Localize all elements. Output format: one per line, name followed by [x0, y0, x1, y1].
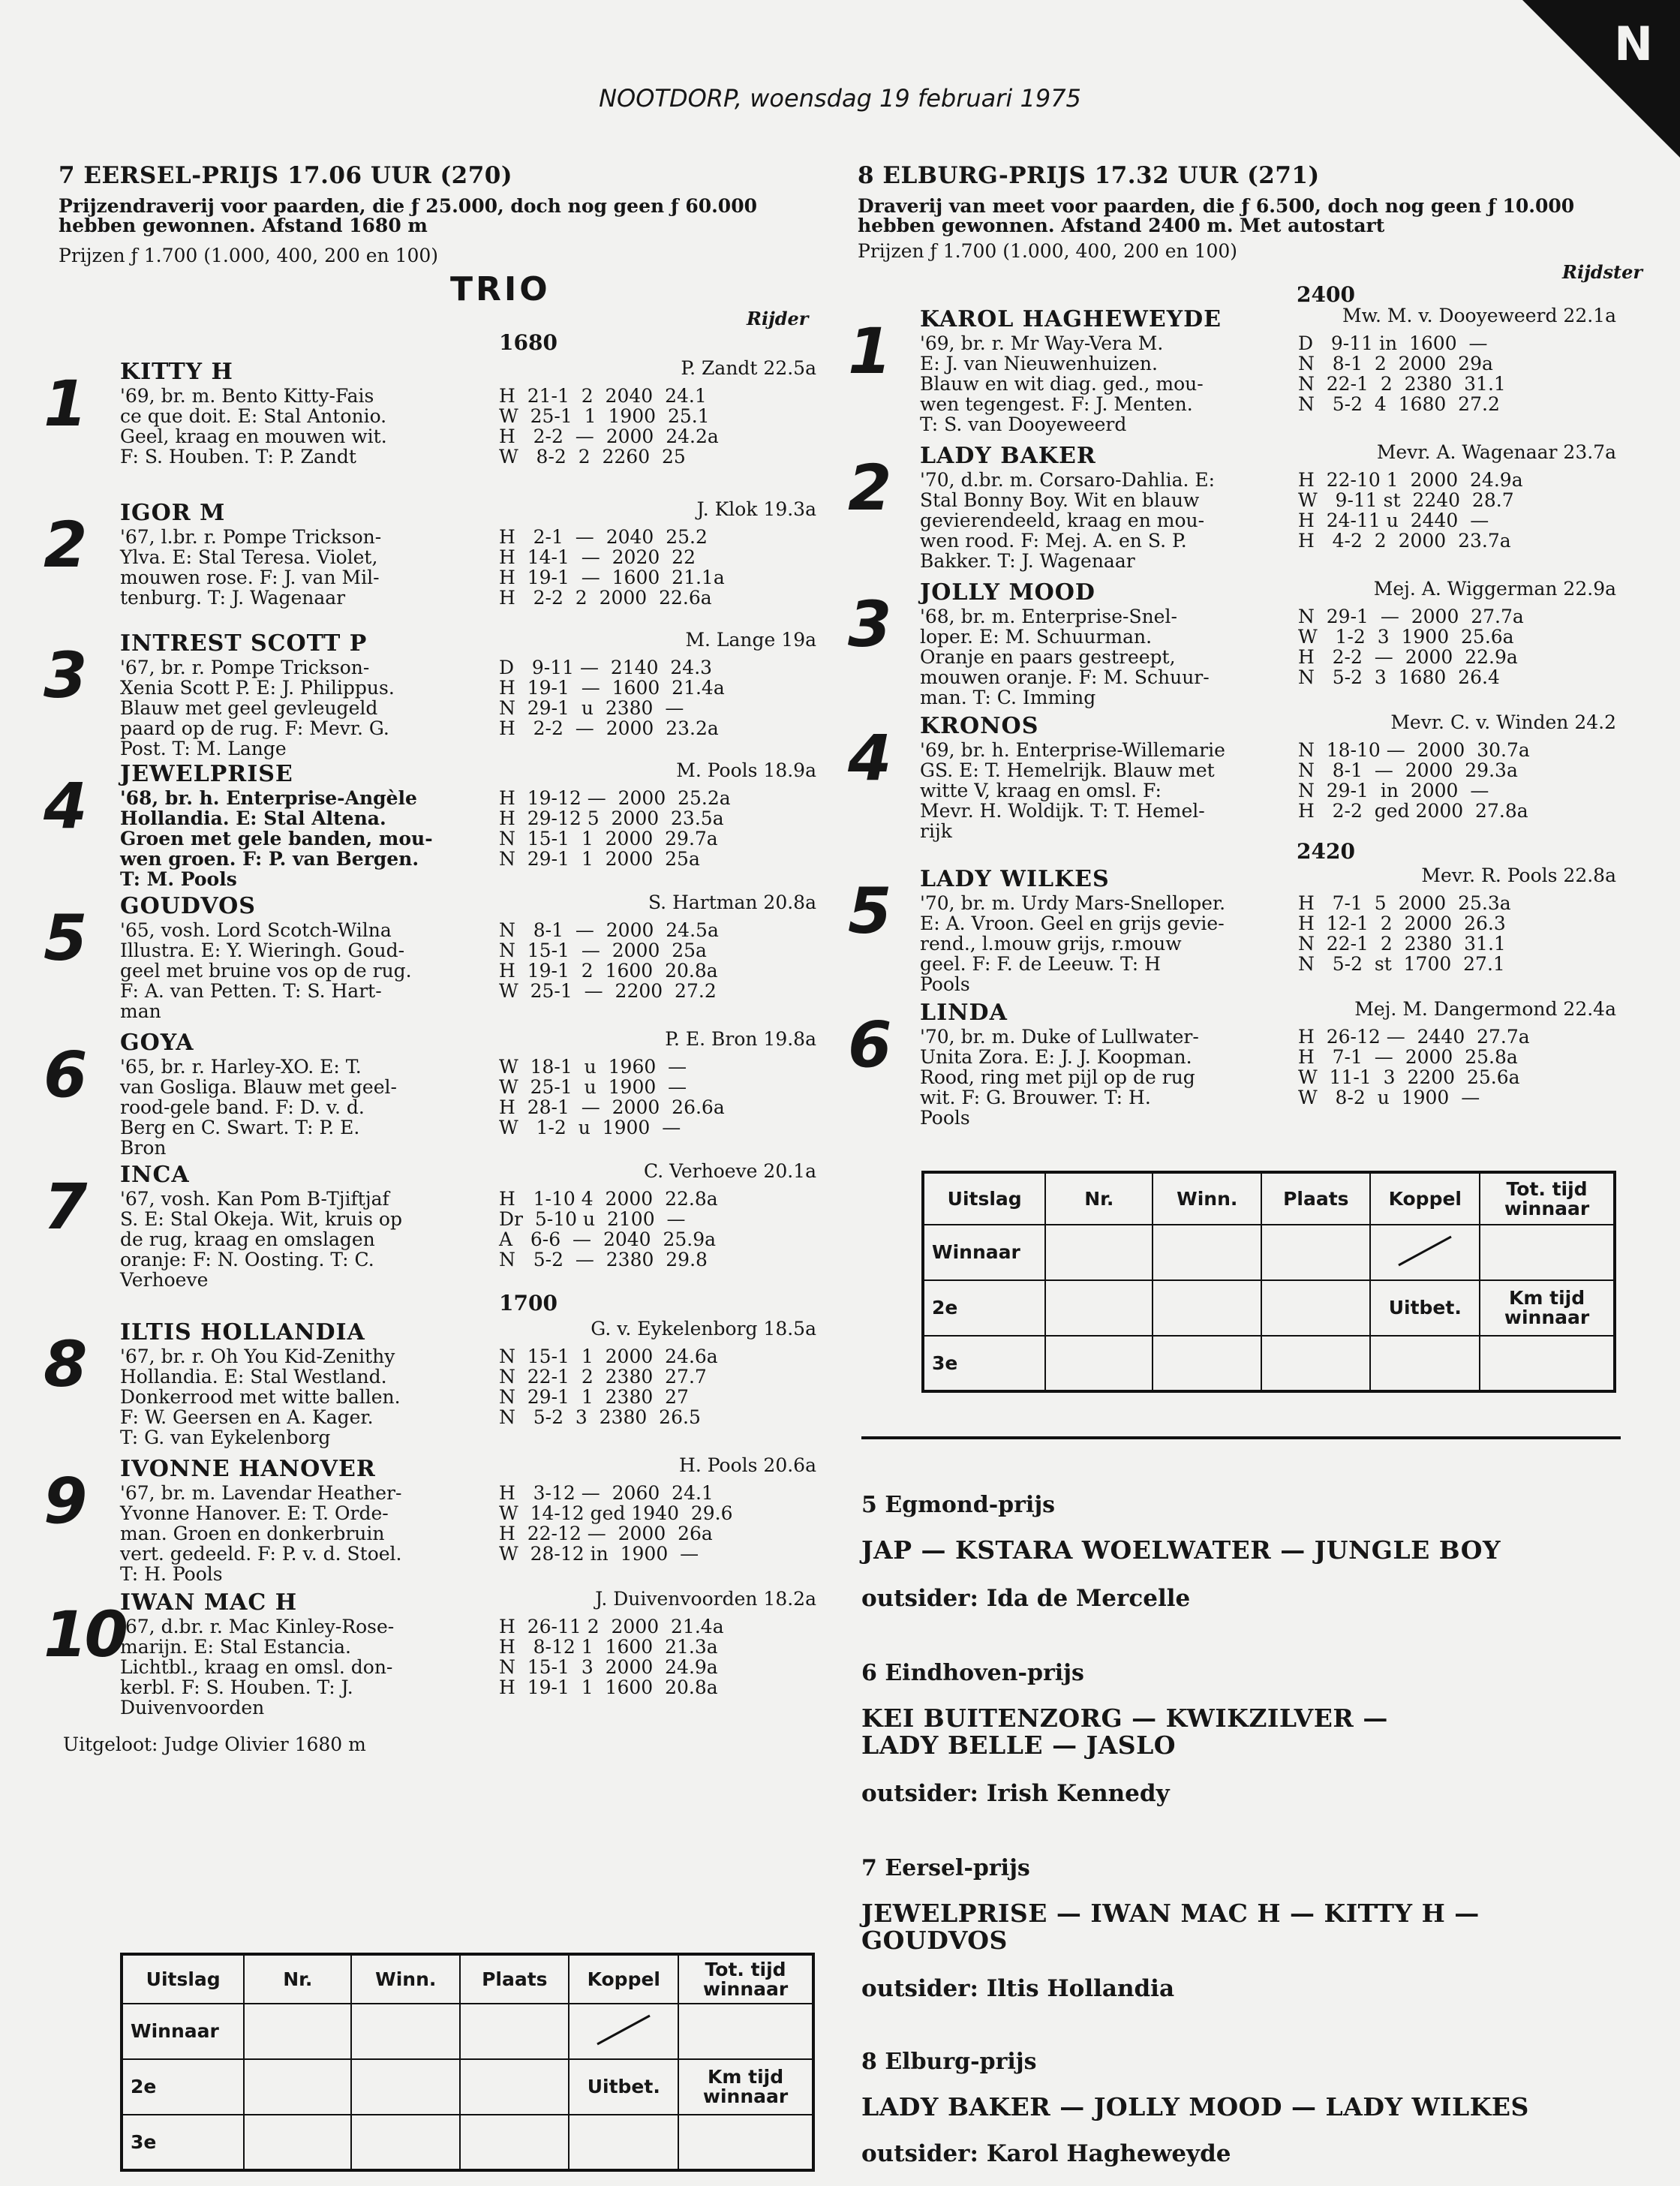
horse-name: IGOR M: [120, 500, 226, 526]
header-plaats: Plaats: [1261, 1172, 1370, 1225]
cell: [1261, 1336, 1370, 1391]
horse-number: 1: [848, 314, 889, 388]
prediction-6-horses-1: KEI BUITENZORG — KWIKZILVER —: [861, 1703, 1388, 1733]
cell: [460, 2059, 569, 2115]
cell: [460, 2004, 569, 2059]
horse-number: 3: [848, 588, 889, 661]
horse-description: '68, br. m. Enterprise-Snel- loper. E: M. Schuurman. Oranje en paars gestreept, mouwen oranje. F: M. Schuur- man. T: C. Imming: [920, 606, 1210, 708]
prediction-8-title: 8 Elburg-prijs: [861, 2049, 1037, 2075]
horse-number: 8: [44, 1328, 85, 1401]
horse-description: '65, br. r. Harley-XO. E: T. van Gosliga. Blauw met geel- rood-gele band. F: D. v. d. Berg en C. Swart. T: P. E. Bron: [120, 1056, 397, 1159]
cell: [1045, 1280, 1153, 1336]
horse-name: ILTIS HOLLANDIA: [120, 1319, 365, 1346]
header-tot-tijd: Tot. tijd winnaar: [1480, 1172, 1615, 1225]
horse-form: N 18-10 — 2000 30.7a N 8-1 — 2000 29.3a N 29-1 in 2000 — H 2-2 ged 2000 27.8a: [1298, 739, 1530, 822]
header-nr: Nr.: [1045, 1172, 1153, 1225]
row-2e: 2e: [122, 2059, 244, 2115]
cell: [1045, 1225, 1153, 1280]
horse-number: 9: [44, 1464, 85, 1538]
horse-number: 2: [44, 508, 85, 582]
horse-name: JOLLY MOOD: [920, 579, 1095, 606]
result-table-race-7: [120, 1953, 815, 2172]
prediction-7-horses-1: JEWELPRISE — IWAN MAC H — KITTY H —: [861, 1899, 1480, 1928]
rider-label-2: Rijdster: [1562, 261, 1643, 283]
horse-form: H 3-12 — 2060 24.1 W 14-12 ged 1940 29.6 H 22-12 — 2000 26a W 28-12 in 1900 —: [499, 1482, 733, 1565]
horse-number: 2: [848, 451, 889, 525]
horse-description: '68, br. h. Enterprise-Angèle Hollandia. E: Stal Altena. Groen met gele banden, mou- wen groen. F: P. van Bergen. T: M. Pools: [120, 787, 433, 890]
cell: [678, 2115, 813, 2170]
row-winnaar: Winnaar: [122, 2004, 244, 2059]
horse-name: INCA: [120, 1162, 190, 1188]
horse-driver: Mevr. R. Pools 22.8a: [1421, 864, 1616, 886]
horse-description: '70, br. m. Urdy Mars-Snelloper. E: A. Vroon. Geel en grijs gevie- rend., l.mouw grijs, r.mouw geel. F: F. de Leeuw. T: H Pools: [920, 892, 1226, 995]
koppel-slash: [1370, 1225, 1480, 1280]
horse-description: '69, br. h. Enterprise-Willemarie GS. E: T. Hemelrijk. Blauw met witte V, kraag en omsl. F: Mevr. H. Woldijk. T: T. Hemel- rijk: [920, 739, 1225, 842]
prediction-6-outsider: outsider: Irish Kennedy: [861, 1780, 1170, 1807]
horse-name: JEWELPRISE: [120, 761, 293, 787]
horse-number: 4: [848, 721, 889, 795]
horse-form: H 21-1 2 2040 24.1 W 25-1 1 1900 25.1 H 2-2 — 2000 24.2a W 8-2 2 2260 25: [499, 385, 719, 468]
race-7-title: 7 EERSEL-PRIJS 17.06 UUR (270): [59, 162, 513, 189]
uitbet-label: Uitbet.: [569, 2059, 678, 2115]
horse-name: INTREST SCOTT P: [120, 630, 368, 657]
horse-form: H 2-1 — 2040 25.2 H 14-1 — 2020 22 H 19-1 — 1600 21.1a H 2-2 2 2000 22.6a: [499, 526, 725, 609]
horse-form: H 22-10 1 2000 24.9a W 9-11 st 2240 28.7 H 24-11 u 2440 — H 4-2 2 2000 23.7a: [1298, 469, 1523, 552]
horse-number: 1: [44, 367, 85, 441]
horse-form: H 19-12 — 2000 25.2a H 29-12 5 2000 23.5a N 15-1 1 2000 29.7a N 29-1 1 2000 25a: [499, 787, 731, 870]
horse-name: KITTY H: [120, 359, 233, 385]
km-tijd-label: Km tijd winnaar: [678, 2059, 813, 2115]
distance-2420: 2420: [1297, 839, 1355, 864]
prediction-8-horses: LADY BAKER — JOLLY MOOD — LADY WILKES: [861, 2092, 1529, 2121]
section-letter: N: [1614, 17, 1653, 71]
horse-driver: Mej. A. Wiggerman 22.9a: [1373, 578, 1616, 600]
header-winn: Winn.: [1153, 1172, 1261, 1225]
cell: [244, 2004, 351, 2059]
horse-description: '65, vosh. Lord Scotch-Wilna Illustra. E: Y. Wieringh. Goud- geel met bruine vos op de rug. F: A. van Petten. T: S. Hart- man: [120, 919, 412, 1022]
horse-driver: C. Verhoeve 20.1a: [643, 1160, 816, 1182]
row-3e: 3e: [923, 1336, 1045, 1391]
cell: [1480, 1225, 1615, 1280]
row-3e: 3e: [122, 2115, 244, 2170]
horse-form: N 29-1 — 2000 27.7a W 1-2 3 1900 25.6a H 2-2 — 2000 22.9a N 5-2 3 1680 26.4: [1298, 606, 1524, 688]
prediction-5-outsider: outsider: Ida de Mercelle: [861, 1585, 1191, 1612]
header-winn: Winn.: [351, 1954, 460, 2004]
horse-form: N 15-1 1 2000 24.6a N 22-1 2 2380 27.7 N 29-1 1 2380 27 N 5-2 3 2380 26.5: [499, 1346, 718, 1428]
horse-driver: G. v. Eykelenborg 18.5a: [591, 1318, 816, 1340]
cell: [1045, 1336, 1153, 1391]
row-2e: 2e: [923, 1280, 1045, 1336]
cell: [244, 2115, 351, 2170]
cell: [1261, 1225, 1370, 1280]
cell: [569, 2115, 678, 2170]
prediction-7-outsider: outsider: Iltis Hollandia: [861, 1975, 1175, 2002]
race-7-prize: Prijzen ƒ 1.700 (1.000, 400, 200 en 100): [59, 245, 439, 266]
cell: [351, 2004, 460, 2059]
trio-label: TRIO: [450, 270, 551, 308]
horse-driver: Mevr. A. Wagenaar 23.7a: [1376, 441, 1616, 463]
horse-name: GOYA: [120, 1030, 194, 1056]
horse-driver: P. Zandt 22.5a: [681, 357, 816, 379]
result-table-race-8: [921, 1171, 1616, 1393]
horse-form: H 7-1 5 2000 25.3a H 12-1 2 2000 26.3 N 22-1 2 2380 31.1 N 5-2 st 1700 27.1: [1298, 892, 1511, 975]
horse-number: 7: [44, 1170, 85, 1243]
prediction-6-title: 6 Eindhoven-prijs: [861, 1660, 1084, 1686]
rider-label: Rijder: [747, 308, 809, 329]
header-koppel: Koppel: [569, 1954, 678, 2004]
race-7-description: Prijzendraverij voor paarden, die ƒ 25.000, doch nog geen ƒ 60.000 hebben gewonnen. Afstand 1680 m: [59, 195, 757, 236]
horse-driver: P. E. Bron 19.8a: [665, 1028, 816, 1050]
prediction-6-horses-2: LADY BELLE — JASLO: [861, 1730, 1177, 1760]
page-header: NOOTDORP, woensdag 19 februari 1975: [599, 84, 1081, 113]
header-uitslag: Uitslag: [923, 1172, 1045, 1225]
race-8-title: 8 ELBURG-PRIJS 17.32 UUR (271): [858, 162, 1320, 189]
horse-description: '67, vosh. Kan Pom B-Tjiftjaf S. E: Stal Okeja. Wit, kruis op de rug, kraag en omslagen oranje: F: N. Oosting. T: C. Verhoeve: [120, 1188, 402, 1291]
horse-description: '69, br. m. Bento Kitty-Fais ce que doit. E: Stal Antonio. Geel, kraag en mouwen wit. F: S. Houben. T: P. Zandt: [120, 385, 387, 468]
prediction-7-title: 7 Eersel-prijs: [861, 1855, 1030, 1881]
horse-form: H 1-10 4 2000 22.8a Dr 5-10 u 2100 — A 6-6 — 2040 25.9a N 5-2 — 2380 29.8: [499, 1188, 718, 1270]
header-nr: Nr.: [244, 1954, 351, 2004]
horse-number: 3: [44, 639, 85, 712]
horse-form: N 8-1 — 2000 24.5a N 15-1 — 2000 25a H 19-1 2 1600 20.8a W 25-1 — 2200 27.2: [499, 919, 719, 1002]
horse-number: 6: [44, 1038, 85, 1111]
horse-driver: Mevr. C. v. Winden 24.2: [1390, 711, 1616, 733]
horse-name: LADY WILKES: [920, 866, 1110, 892]
slash-mark: [1391, 1232, 1459, 1270]
header-uitslag: Uitslag: [122, 1954, 244, 2004]
horse-name: KAROL HAGHEWEYDE: [920, 306, 1222, 332]
header-plaats: Plaats: [460, 1954, 569, 2004]
slash-mark: [590, 2011, 657, 2049]
corner-tab: [1522, 0, 1680, 158]
cell: [351, 2059, 460, 2115]
horse-description: '67, br. m. Lavendar Heather- Yvonne Hanover. E: T. Orde- man. Groen en donkerbruin vert. gedeeld. F: P. v. d. Stoel. T: H. Pools: [120, 1482, 402, 1585]
cell: [678, 2004, 813, 2059]
horse-name: GOUDVOS: [120, 893, 256, 919]
horse-description: '69, br. r. Mr Way-Vera M. E: J. van Nieuwenhuizen. Blauw en wit diag. ged., mou- wen tegengest. F: J. Menten. T: S. van Dooyeweerd: [920, 332, 1204, 435]
header-tot-tijd: Tot. tijd winnaar: [678, 1954, 813, 2004]
distance-2400: 2400: [1297, 282, 1355, 307]
distance-1700: 1700: [499, 1291, 557, 1316]
cell: [1261, 1280, 1370, 1336]
horse-driver: Mw. M. v. Dooyeweerd 22.1a: [1342, 305, 1616, 326]
horse-description: '67, br. r. Pompe Trickson- Xenia Scott P. E: J. Philippus. Blauw met geel gevleugeld paard op de rug. F: Mevr. G. Post. T: M. Lange: [120, 657, 395, 759]
prediction-5-title: 5 Egmond-prijs: [861, 1492, 1056, 1518]
horse-name: LINDA: [920, 1000, 1008, 1026]
horse-description: '67, br. r. Oh You Kid-Zenithy Hollandia. E: Stal Westland. Donkerrood met witte ballen. F: W. Geersen en A. Kager. T: G. van Eykelenborg: [120, 1346, 401, 1448]
header-koppel: Koppel: [1370, 1172, 1480, 1225]
horse-driver: M. Pools 18.9a: [676, 759, 816, 781]
horse-description: '67, l.br. r. Pompe Trickson- Ylva. E: Stal Teresa. Violet, mouwen rose. F: J. van Mil- tenburg. T: J. Wagenaar: [120, 526, 382, 609]
horse-form: H 26-12 — 2440 27.7a H 7-1 — 2000 25.8a W 11-1 3 2200 25.6a W 8-2 u 1900 —: [1298, 1026, 1530, 1108]
cell: [1153, 1280, 1261, 1336]
horse-form: W 18-1 u 1960 — W 25-1 u 1900 — H 28-1 — 2000 26.6a W 1-2 u 1900 —: [499, 1056, 725, 1138]
horse-driver: J. Duivenvoorden 18.2a: [595, 1588, 816, 1610]
horse-driver: M. Lange 19a: [685, 629, 816, 651]
cell: [1153, 1225, 1261, 1280]
horse-driver: Mej. M. Dangermond 22.4a: [1354, 998, 1616, 1020]
horse-description: '70, br. m. Duke of Lullwater- Unita Zora. E: J. J. Koopman. Rood, ring met pijl op de rug wit. F: G. Brouwer. T: H. Pools: [920, 1026, 1199, 1129]
horse-name: LADY BAKER: [920, 443, 1096, 469]
horse-number: 10: [44, 1598, 125, 1671]
koppel-slash: [569, 2004, 678, 2059]
horse-form: D 9-11 in 1600 — N 8-1 2 2000 29a N 22-1 2 2380 31.1 N 5-2 4 1680 27.2: [1298, 332, 1506, 415]
cell: [244, 2059, 351, 2115]
horse-driver: J. Klok 19.3a: [696, 498, 816, 520]
cell: [1153, 1336, 1261, 1391]
horse-driver: H. Pools 20.6a: [679, 1454, 816, 1476]
uitbet-label: Uitbet.: [1370, 1280, 1480, 1336]
cell: [1480, 1336, 1615, 1391]
km-tijd-label: Km tijd winnaar: [1480, 1280, 1615, 1336]
prediction-5-horses: JAP — KSTARA WOELWATER — JUNGLE BOY: [861, 1535, 1501, 1565]
horse-form: D 9-11 — 2140 24.3 H 19-1 — 1600 21.4a N 29-1 u 2380 — H 2-2 — 2000 23.2a: [499, 657, 725, 739]
distance-1680: 1680: [499, 330, 557, 355]
prediction-8-outsider: outsider: Karol Hagheweyde: [861, 2140, 1231, 2167]
cell: [351, 2115, 460, 2170]
race-8-prize: Prijzen ƒ 1.700 (1.000, 400, 200 en 100): [858, 240, 1238, 262]
race-8-description: Draverij van meet voor paarden, die ƒ 6.500, doch nog geen ƒ 10.000 hebben gewonnen. Afstand 2400 m. Met autostart: [858, 195, 1575, 236]
horse-name: IWAN MAC H: [120, 1589, 298, 1616]
horse-number: 5: [44, 901, 85, 975]
footnote: Uitgeloot: Judge Olivier 1680 m: [63, 1733, 366, 1755]
horse-driver: S. Hartman 20.8a: [648, 892, 816, 913]
cell: [1370, 1336, 1480, 1391]
horse-number: 4: [44, 769, 85, 843]
horse-description: '67, d.br. r. Mac Kinley-Rose- marijn. E: Stal Estancia. Lichtbl., kraag en omsl. don- kerbl. F: S. Houben. T: J. Duivenvoorden: [120, 1616, 395, 1718]
horse-number: 6: [848, 1008, 889, 1081]
horse-form: H 26-11 2 2000 21.4a H 8-12 1 1600 21.3a N 15-1 3 2000 24.9a H 19-1 1 1600 20.8a: [499, 1616, 724, 1698]
horse-number: 5: [848, 874, 889, 948]
horse-name: IVONNE HANOVER: [120, 1456, 376, 1482]
prediction-7-horses-2: GOUDVOS: [861, 1926, 1008, 1955]
horse-description: '70, d.br. m. Corsaro-Dahlia. E: Stal Bonny Boy. Wit en blauw gevierendeeld, kraag en mou- wen rood. F: Mej. A. en S. P. Bakker. T: J. Wagenaar: [920, 469, 1216, 572]
horse-name: KRONOS: [920, 713, 1039, 739]
divider-rule: [861, 1436, 1621, 1439]
cell: [460, 2115, 569, 2170]
row-winnaar: Winnaar: [923, 1225, 1045, 1280]
